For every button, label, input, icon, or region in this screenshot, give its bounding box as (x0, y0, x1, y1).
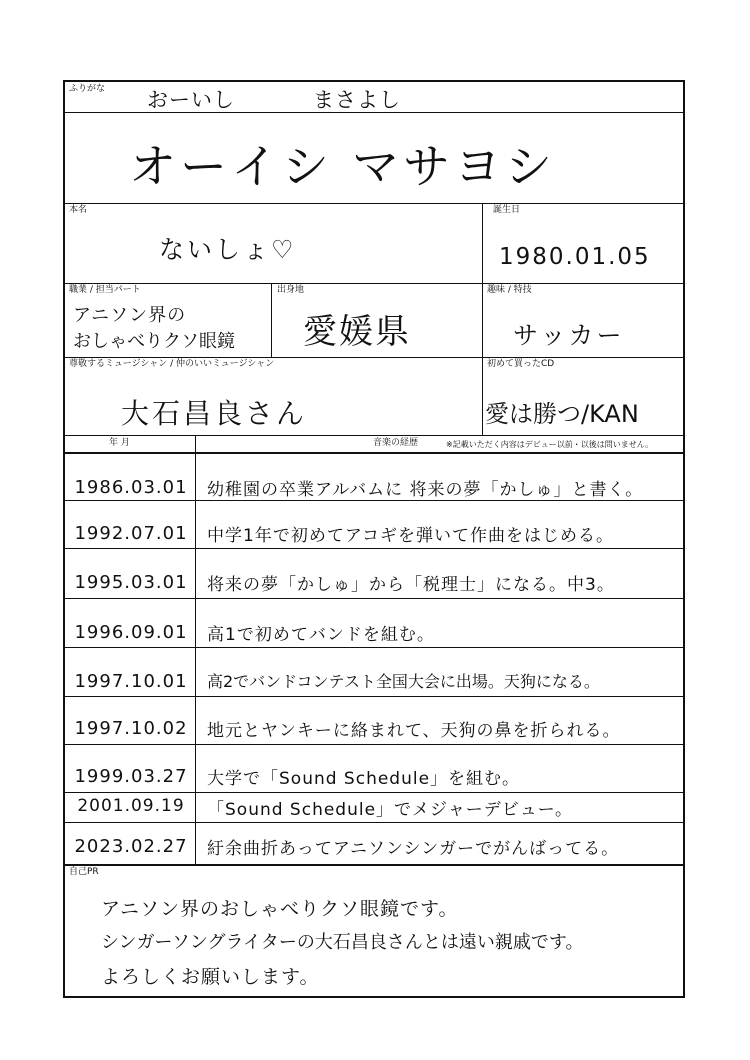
history-date-9: 2023.02.27 (74, 836, 188, 857)
rule-h3 (65, 598, 683, 599)
history-text-5: 高2でバンドコンテスト全国大会に出場。天狗になる。 (207, 672, 600, 691)
rule-h2 (65, 548, 683, 549)
history-text-8: 「Sound Schedule」でメジャーデビュー。 (207, 800, 574, 820)
history-date-2: 1992.07.01 (74, 523, 188, 544)
history-text-4: 高1で初めてバンドを組む。 (207, 625, 435, 645)
history-text-6: 地元とヤンキーに絡まれて、天狗の鼻を折られる。 (207, 721, 621, 741)
history-date-1: 1986.03.01 (74, 477, 188, 498)
divider-birthplace (271, 283, 272, 357)
label-history: 音楽の経歴 (373, 438, 419, 448)
history-text-3: 将来の夢「かしゅ」から「税理士」になる。中3。 (207, 575, 615, 595)
label-history-note: ※記載いただく内容はデビュー以前・以後は問いません。 (446, 440, 654, 449)
label-self-pr: 自己PR (69, 867, 99, 877)
rule-h8 (65, 822, 683, 823)
birthplace-value: 愛媛県 (303, 312, 411, 352)
divider-date-column (195, 435, 196, 864)
self-pr-line2: シンガーソングライターの大石昌良さんとは遠い親戚です。 (101, 932, 584, 953)
occupation-line2: おしゃべりクソ眼鏡 (73, 331, 235, 352)
history-text-9: 紆余曲折あってアニソンシンガーでがんばってる。 (207, 839, 620, 859)
label-hobby: 趣味 / 特技 (487, 285, 532, 295)
label-birthday: 誕生日 (493, 205, 521, 215)
history-date-7: 1999.03.27 (74, 766, 188, 787)
label-first-cd: 初めて買ったCD (487, 359, 555, 369)
rule-occupation (65, 357, 683, 358)
occupation-line1: アニソン界の (73, 305, 187, 326)
label-year-month: 年 月 (109, 438, 130, 448)
history-text-2: 中学1年で初めてアコギを弾いて作曲をはじめる。 (207, 526, 614, 546)
rule-realname (65, 283, 683, 284)
history-date-4: 1996.09.01 (74, 622, 188, 643)
hobby-value: サッカー (513, 321, 625, 350)
history-date-3: 1995.03.01 (74, 572, 188, 593)
history-text-1: 幼稚園の卒業アルバムに 将来の夢「かしゅ」と書く。 (207, 480, 644, 500)
rule-name (65, 203, 683, 204)
history-date-8: 2001.09.19 (77, 796, 185, 816)
first-cd-value: 愛は勝つ/KAN (485, 400, 639, 428)
self-pr-line1: アニソン界のおしゃべりクソ眼鏡です。 (101, 898, 459, 920)
real-name-value: ないしょ♡ (159, 235, 297, 264)
rule-h5 (65, 696, 683, 697)
self-pr-line3: よろしくお願いします。 (101, 966, 320, 988)
label-occupation: 職業 / 担当パート (69, 285, 141, 295)
birthday-value: 1980.01.05 (499, 244, 651, 270)
rule-h7 (65, 792, 683, 793)
name-value: オーイシ マサヨシ (129, 140, 556, 195)
rule-selfpr (65, 864, 683, 866)
respected-value: 大石昌良さん (121, 397, 308, 430)
label-real-name: 本名 (69, 205, 88, 215)
rule-respected (65, 435, 683, 436)
history-text-7: 大学で「Sound Schedule」を組む。 (207, 769, 521, 789)
label-birthplace: 出身地 (277, 285, 305, 295)
label-furigana: ふりがな (69, 84, 106, 94)
furigana-family: おーいし (147, 88, 235, 112)
history-date-6: 1997.10.02 (74, 718, 188, 739)
furigana-given: まさよし (313, 88, 401, 112)
rule-history-header (65, 452, 683, 454)
rule-h1 (65, 500, 683, 501)
profile-sheet (63, 80, 685, 998)
rule-h6 (65, 744, 683, 745)
history-date-5: 1997.10.01 (74, 671, 188, 692)
label-respected: 尊敬するミュージシャン / 仲のいいミュージシャン (69, 359, 275, 369)
rule-h4 (65, 647, 683, 648)
divider-hobby (482, 283, 483, 435)
